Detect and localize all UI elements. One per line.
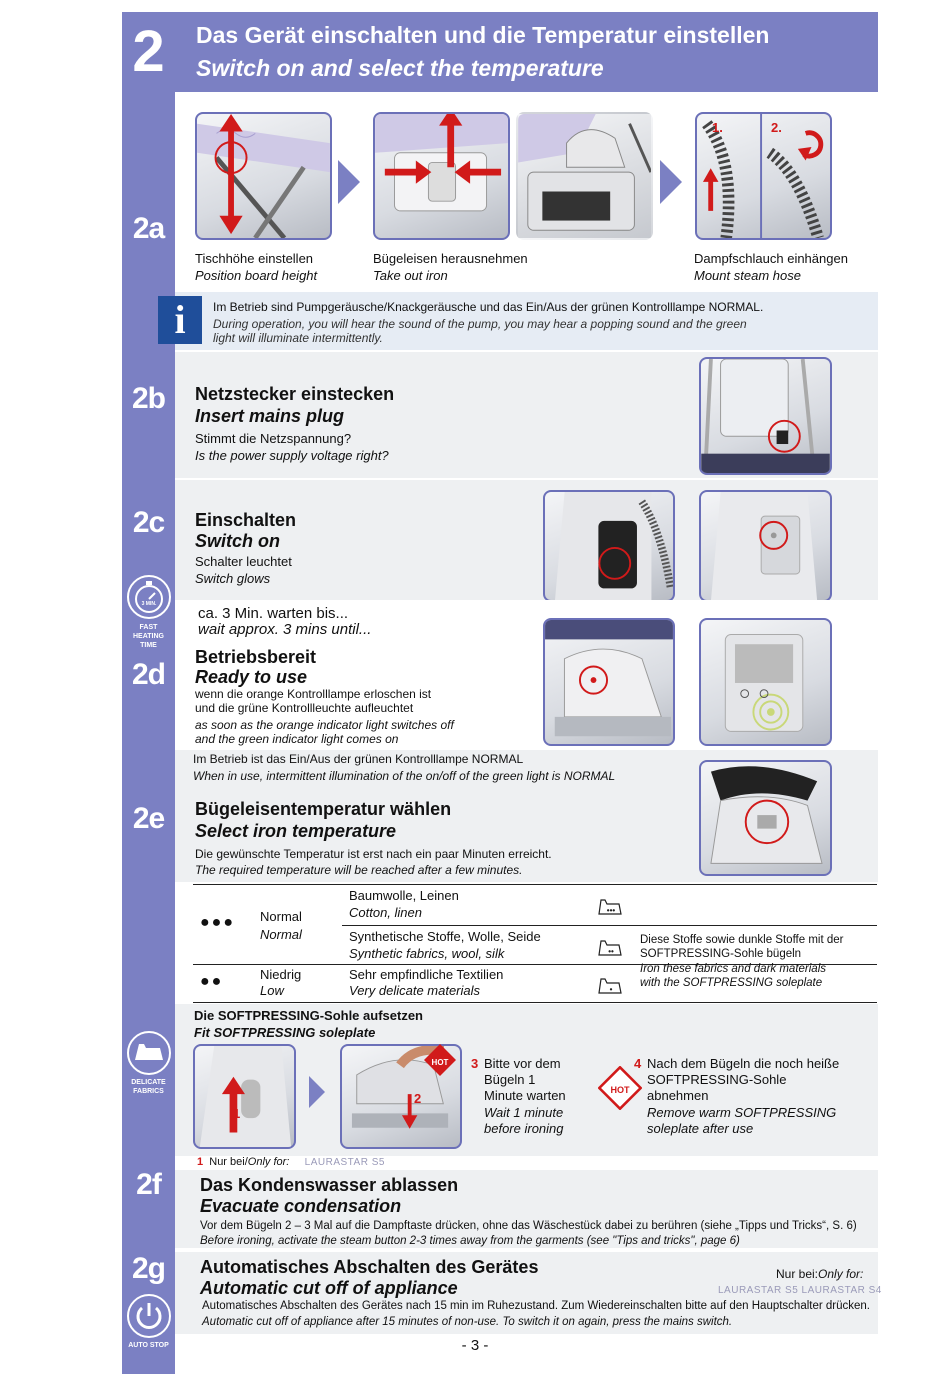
hot-warning-outline-icon xyxy=(598,1066,642,1110)
softpressing-title-de: Die SOFTPRESSING-Sohle aufsetzen xyxy=(194,1008,423,1023)
step3-de-1: Bitte vor dem xyxy=(484,1056,561,1071)
hose-step-1: 1. xyxy=(712,120,723,135)
sub-2e-en: The required temperature will be reached after a few minutes. xyxy=(195,863,523,877)
sub-2f-en: Before ironing, activate the steam button 2-3 times away from the garments (see "Tips and tricks", page 6) xyxy=(200,1235,740,1247)
sub-2d-de-1: wenn die orange Kontrolllampe erloschen ist xyxy=(195,687,432,701)
auto-stop-power-icon xyxy=(126,1293,172,1339)
info-text-en-1: During operation, you will hear the sound of the pump, you may hear a popping sound and the green xyxy=(213,317,747,331)
fabric-row-1-de: Baumwolle, Leinen xyxy=(349,888,459,903)
temp-normal-en: Normal xyxy=(260,927,302,942)
page-number: - 3 - xyxy=(461,1337,489,1354)
iron-symbol-one-dot-icon xyxy=(597,977,623,995)
step4-number: 4 xyxy=(634,1056,642,1071)
step-label-2c: 2c xyxy=(132,506,165,539)
fabric-row-1-en: Cotton, linen xyxy=(349,905,422,920)
title-2b-en: Insert mains plug xyxy=(195,406,345,426)
step-label-2g: 2g xyxy=(131,1252,165,1285)
only-for-label: Nur bei:Only for: xyxy=(776,1267,864,1281)
step4-de-1: Nach dem Bügeln die noch heiße xyxy=(647,1056,840,1071)
dots-low: ●● xyxy=(200,973,224,990)
info-text-en-2: light will illuminate intermittently. xyxy=(213,331,383,345)
softpressing-title-en: Fit SOFTPRESSING soleplate xyxy=(194,1025,376,1040)
photo-indicator-lights xyxy=(699,618,832,746)
photo-take-out-iron xyxy=(373,112,510,240)
step4-en-2: soleplate after use xyxy=(647,1121,754,1136)
caption-hose-en: Mount steam hose xyxy=(694,268,801,283)
sub-2d-en-2: and the green indicator light comes on xyxy=(195,732,399,746)
photo-switch-on xyxy=(543,490,675,602)
next-arrow-1 xyxy=(338,160,360,204)
wait-2d-de: ca. 3 Min. warten bis... xyxy=(198,605,349,622)
note-2d-de-overlay: Im Betrieb ist das Ein/Aus der grünen Kontrolllampe NORMAL xyxy=(193,752,524,766)
title-2e-de: Bügeleisentemperatur wählen xyxy=(195,799,452,819)
caption-board-en: Position board height xyxy=(195,268,318,283)
step3-de-2: Bügeln 1 xyxy=(484,1072,536,1087)
fabric-row-2-de: Synthetische Stoffe, Wolle, Seide xyxy=(349,929,541,944)
footnote-only-for: 1 Nur bei/Only for: LAURASTAR S5 xyxy=(197,1156,385,1168)
title-2c-en: Switch on xyxy=(195,531,280,551)
sub-2b-en: Is the power supply voltage right? xyxy=(195,448,389,463)
section-title-de: Das Gerät einschalten und die Temperatur einstellen xyxy=(196,22,770,48)
fabric-row-3-de: Sehr empfindliche Textilien xyxy=(349,967,504,982)
photo-soleplate-slider xyxy=(193,1044,296,1149)
caption-board-de: Tischhöhe einstellen xyxy=(195,251,314,266)
step4-de-2: SOFTPRESSING-Sohle xyxy=(647,1072,787,1087)
photo-iron-on-board xyxy=(516,112,653,240)
caption-iron-en: Take out iron xyxy=(373,268,448,283)
hose-step-2: 2. xyxy=(771,120,782,135)
step-label-2e: 2e xyxy=(132,802,165,835)
sub-2g-en: Automatic cut off of appliance after 15 minutes of non-use. To switch it on again, press the mains switch. xyxy=(202,1316,733,1328)
soft-img1-number: 1 xyxy=(233,1106,241,1121)
section-title-en: Switch on and select the temperature xyxy=(196,55,604,81)
svg-text:•: • xyxy=(609,985,613,994)
title-2g-en: Automatic cut off of appliance xyxy=(200,1278,458,1298)
svg-text:•••: ••• xyxy=(606,906,616,915)
next-arrow-3 xyxy=(309,1076,325,1108)
temp-normal-de: Normal xyxy=(260,909,302,924)
iron-symbol-two-dots-icon xyxy=(597,939,623,957)
fabric-row-3-en: Very delicate materials xyxy=(349,983,481,998)
sub-2d-de-2: und die grüne Kontrollleuchte aufleuchtet xyxy=(195,701,414,715)
step-label-2f: 2f xyxy=(136,1168,161,1201)
fabric-note-de-2: SOFTPRESSING-Sohle bügeln xyxy=(640,948,802,960)
table-rule-mid1 xyxy=(342,925,877,926)
fabric-note-en-2: with the SOFTPRESSING soleplate xyxy=(640,977,823,989)
photo-mains-plug xyxy=(699,357,832,475)
delicate-fabrics-icon xyxy=(126,1030,172,1076)
section-number: 2 xyxy=(132,19,165,84)
fast-heating-icon xyxy=(126,574,172,620)
fast-heating-caption: FAST HEATING TIME xyxy=(133,624,164,649)
fabric-note-de-1: Diese Stoffe sowie dunkle Stoffe mit der xyxy=(640,934,844,946)
dots-normal: ●●● xyxy=(200,914,235,931)
step3-en-2: before ironing xyxy=(484,1121,564,1136)
table-rule-top xyxy=(193,884,877,885)
sub-2g-de: Automatisches Abschalten des Gerätes nach 15 min im Ruhezustand. Zum Wiedereinschalten bitte auf den Hauptschalter drücken. xyxy=(202,1300,870,1312)
step-label-2b: 2b xyxy=(131,382,165,415)
info-text-de: Im Betrieb sind Pumpgeräusche/Knackgeräusche und das Ein/Aus der grünen Kontrolllampe NORMAL. xyxy=(213,300,764,314)
temp-low-de: Niedrig xyxy=(260,967,302,982)
title-2e-en: Select iron temperature xyxy=(195,821,397,841)
only-for-brands: LAURASTAR S5 LAURASTAR S4 xyxy=(718,1285,882,1296)
caption-iron-de: Bügeleisen herausnehmen xyxy=(373,251,528,266)
info-icon: i xyxy=(158,296,202,344)
iron-symbol-three-dots-icon xyxy=(597,898,623,916)
sub-2e-de: Die gewünschte Temperatur ist erst nach ein paar Minuten erreicht. xyxy=(195,847,552,861)
photo-switch-glows xyxy=(699,490,832,602)
sub-2f-de: Vor dem Bügeln 2 – 3 Mal auf die Dampftaste drücken, ohne das Wäschestück dabei zu berühren (siehe „Tipps und Tricks“, S. 6) xyxy=(200,1220,857,1232)
soft-img2-number: 2 xyxy=(414,1091,422,1106)
note-2d-en-overlay: When in use, intermittent illumination of the on/off of the green light is NORMAL xyxy=(193,769,616,783)
step3-en-1: Wait 1 minute xyxy=(484,1105,564,1120)
sub-2b-de: Stimmt die Netzspannung? xyxy=(195,431,352,446)
fabric-note-en-1: Iron these fabrics and dark materials xyxy=(640,963,827,975)
next-arrow-2 xyxy=(660,160,682,204)
sub-2c-de: Schalter leuchtet xyxy=(195,554,292,569)
title-2g-de: Automatisches Abschalten des Gerätes xyxy=(200,1257,539,1277)
title-2f-en: Evacuate condensation xyxy=(200,1196,402,1216)
photo-temperature-select xyxy=(699,760,832,876)
photo-ready-iron xyxy=(543,618,675,746)
title-2f-de: Das Kondenswasser ablassen xyxy=(200,1175,459,1195)
delicate-fabrics-caption: DELICATE FABRICS xyxy=(131,1079,166,1095)
svg-text:HOT: HOT xyxy=(610,1085,630,1096)
auto-stop-caption: AUTO STOP xyxy=(128,1342,169,1349)
title-2d-de: Betriebsbereit xyxy=(195,647,317,667)
hot-warning-icon xyxy=(423,1043,457,1077)
step4-de-3: abnehmen xyxy=(647,1088,709,1103)
svg-text:3 MIN.: 3 MIN. xyxy=(141,601,157,607)
photo-board-height xyxy=(195,112,332,240)
sub-2d-en-1: as soon as the orange indicator light switches off xyxy=(195,718,454,732)
step3-de-3: Minute warten xyxy=(484,1088,566,1103)
title-2d-en: Ready to use xyxy=(195,667,308,687)
step-label-2a: 2a xyxy=(132,212,165,245)
wait-2d-en: wait approx. 3 mins until... xyxy=(198,621,372,638)
svg-text:HOT: HOT xyxy=(431,1058,449,1067)
fabric-row-2-en: Synthetic fabrics, wool, silk xyxy=(349,946,505,961)
svg-text:••: •• xyxy=(608,947,614,956)
title-2b-de: Netzstecker einstecken xyxy=(195,384,395,404)
step-label-2d: 2d xyxy=(131,658,165,691)
title-2c-de: Einschalten xyxy=(195,510,297,530)
temp-low-en: Low xyxy=(260,983,284,998)
step4-en-1: Remove warm SOFTPRESSING xyxy=(647,1105,837,1120)
table-rule-bottom xyxy=(193,1002,877,1003)
caption-hose-de: Dampfschlauch einhängen xyxy=(694,251,848,266)
step3-number: 3 xyxy=(471,1056,479,1071)
sub-2c-en: Switch glows xyxy=(195,571,271,586)
